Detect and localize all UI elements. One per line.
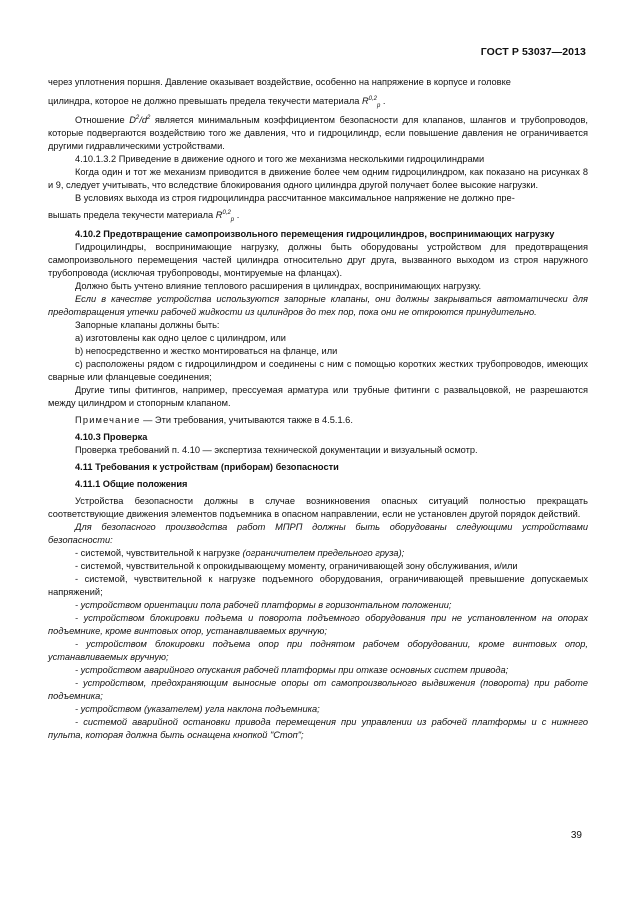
section-heading: 4.11.1 Общие положения (75, 479, 188, 489)
standard-header: ГОСТ Р 53037—2013 (480, 46, 586, 58)
list-item: - устройством, предохраняющим выносные опоры от самопроизвольного выдвижения (поворота) при работе подъемника; (48, 678, 588, 701)
list-item: - системой аварийной остановки привода перемещения при управлении из рабочей платформы и с нижнего пульта, которая должна быть оснащена кнопкой "Стоп"; (48, 717, 588, 740)
list-item: - системой, чувствительной к опрокидывающему моменту, ограничивающей зону обслуживания, и/или (75, 561, 518, 571)
clause-heading: 4.10.1.3.2 Приведение в движение одного и того же механизма несколькими гидроцилиндрами (75, 154, 485, 164)
list-item: с) расположены рядом с гидроцилиндром и соединены с ним с помощью коротких жестких трубопроводов, имеющих сварные или фланцевые соединения; (48, 359, 588, 382)
list-item: - устройством блокировки подъема и поворота подъемного оборудования при не установленном на опорах подъемнике, кроме винтовых опор, устанавливаемых вручную; (48, 613, 588, 636)
formula-ratio: $D^2/d^2$ (129, 114, 151, 125)
list-item: а) изготовлены как одно целое с цилиндром, или (75, 333, 286, 343)
paragraph: Проверка требований п. 4.10 — экспертиза технической документации и визуальный осмотр. (75, 445, 478, 455)
list-item: - системой, чувствительной к нагрузке подъемного оборудования, ограничивающей превышение допускаемых напряжений; (48, 574, 588, 597)
list-item: - устройством (указателем) угла наклона подъемника; (75, 704, 320, 714)
paragraph: Другие типы фитингов, например, прессуемая арматура или трубные фитинги с развальцовкой, не разрешаются между цилиндром и стопорным клапаном. (48, 385, 588, 408)
paragraph: Должно быть учтено влияние теплового расширения в цилиндрах, воспринимающих нагрузку. (75, 281, 482, 291)
list-item: - устройством аварийного опускания рабочей платформы при отказе основных систем привода; (75, 665, 509, 675)
list-item: - устройством ориентации пола рабочей платформы в горизонтальном положении; (75, 600, 452, 610)
document-body (48, 76, 588, 742)
paragraph: Когда один и тот же механизм приводится в движение более чем одним гидроцилиндром, как показано на рисунках 8 и 9, следует учитывать, что вследствие блокирования одного цилиндра другой получает более высокие нагрузки. (48, 167, 588, 190)
paragraph: Гидроцилиндры, воспринимающие нагрузку, должны быть оборудованы устройством для предотвращения самопроизвольного перемещения частей цилиндра относительно друг друга, вызванного выходом из строя наружного трубопровода (исключая трубопроводы, монтируемые на фланцах). (48, 242, 588, 278)
list-item: - устройством блокировки подъема опор при поднятом рабочем оборудовании, кроме винтовых опор, устанавливаемых вручную; (48, 639, 588, 662)
page-number: 39 (570, 830, 582, 841)
paragraph: вышать предела текучести материала R$^{0,2}_p$ . (48, 209, 240, 223)
paragraph: через уплотнения поршня. Давление оказывает воздействие, особенно на напряжение в корпусе и головке (48, 77, 511, 87)
paragraph: цилиндра, которое не должно превышать предела текучести материала R$^{0,2}_p$ . (48, 95, 386, 109)
section-heading: 4.10.3 Проверка (75, 432, 148, 442)
section-heading: 4.11 Требования к устройствам (приборам) безопасности (75, 462, 339, 472)
paragraph: В условиях выхода из строя гидроцилиндра рассчитанное максимальное напряжение не должно пре- (75, 193, 515, 203)
list-item: b) непосредственно и жестко монтироваться на фланце, или (75, 346, 338, 356)
formula-rp02: R$^{0,2}_p$ (215, 209, 235, 223)
formula-rp02: R$^{0,2}_p$ (361, 95, 381, 109)
note: Примечание — Эти требования, учитываются также в 4.5.1.6. (75, 415, 353, 425)
paragraph: Отношение $D^2/d^2$ является минимальным коэффициентом безопасности для клапанов, шлангов и трубопроводов, которые подвергаются воздействию того же давления, что и гидроцилиндр, если повышение давления не ограничивается другими гидравлическими устройствами. (48, 114, 588, 151)
paragraph: Если в качестве устройства используются запорные клапаны, они должны закрываться автоматически для предотвращения утечки рабочей жидкости из цилиндров до тех пор, пока они не откроются принудительно. (48, 294, 588, 317)
paragraph: Запорные клапаны должны быть: (75, 320, 220, 330)
section-heading: 4.10.2 Предотвращение самопроизвольного перемещения гидроцилиндров, воспринимающих нагрузку (75, 229, 555, 239)
list-item: - системой, чувствительной к нагрузке (ограничителем предельного груза); (75, 548, 405, 558)
paragraph: Устройства безопасности должны в случае возникновения опасных ситуаций полностью прекращать соответствующие движения элементов подъемника в опасном направлении, если не установлен другой порядок действий. (48, 496, 588, 519)
paragraph: Для безопасного производства работ МПРП должны быть оборудованы следующими устройствами безопасности: (48, 522, 588, 545)
